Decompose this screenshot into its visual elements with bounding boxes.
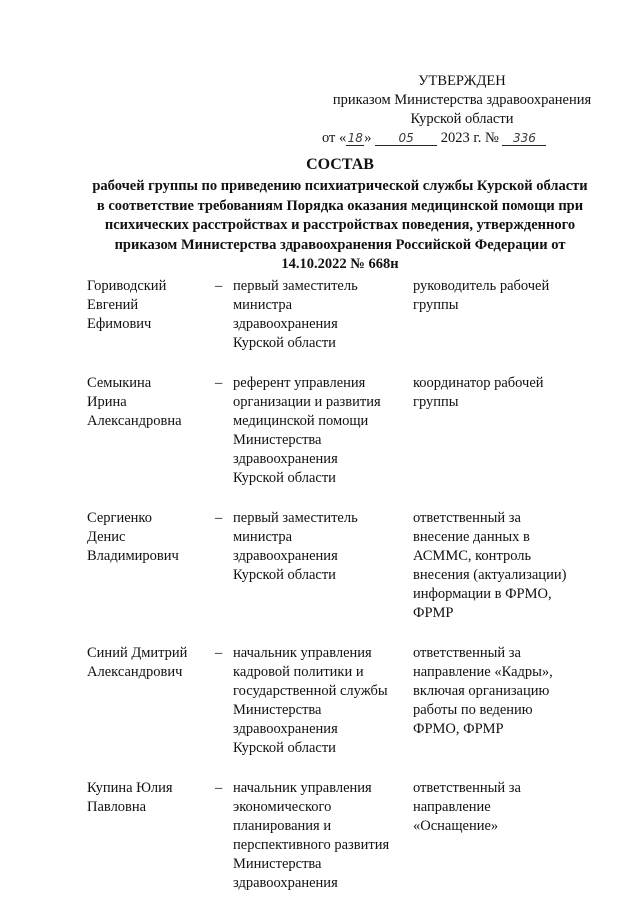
member-position-line: министра (233, 529, 293, 545)
member-position-line: референт управления (233, 375, 366, 391)
member-position-line: Курской области (233, 740, 336, 756)
member-role-line: внесение данных в (413, 529, 530, 545)
member-position-line: министра (233, 297, 293, 313)
member-position-line: Министерства (233, 856, 322, 872)
member-position-line: здравоохранения (233, 316, 338, 332)
handwritten-day: 18 (347, 131, 363, 145)
member-position-line: перспективного развития (233, 837, 390, 853)
member-position-line: Министерства (233, 432, 322, 448)
date-mid: » (364, 130, 372, 146)
members-list (87, 277, 597, 914)
member-position-line: Курской области (233, 567, 336, 583)
member-role-line: «Оснащение» (413, 818, 499, 834)
member-position (233, 509, 413, 623)
member-dash: – (215, 510, 223, 526)
member-position (233, 779, 413, 893)
member-name-line: Павловна (87, 799, 147, 815)
member-role-line: ответственный за (413, 510, 521, 526)
member-position-line: первый заместитель (233, 278, 358, 294)
member-dash: – (215, 645, 223, 661)
handwritten-month: 05 (375, 131, 437, 146)
member-position-line: кадровой политики и (233, 664, 364, 680)
handwritten-order-number: 336 (502, 131, 546, 146)
member-role-line: руководитель рабочей (413, 278, 550, 294)
member-position-line: начальник управления (233, 645, 372, 661)
member-role (413, 509, 597, 623)
member-position-line: здравоохранения (233, 451, 338, 467)
member-position-line: Курской области (233, 470, 336, 486)
member-position (233, 374, 413, 488)
member-name-line: Ефимович (87, 316, 152, 332)
member-row (87, 374, 597, 488)
member-name-line: Евгений (87, 297, 139, 313)
member-role-line: ответственный за (413, 645, 521, 661)
member-name-line: Денис (87, 529, 126, 545)
document-heading (90, 155, 590, 275)
member-name (87, 779, 215, 893)
member-dash: – (215, 278, 223, 294)
date-year: 2023 г. № (440, 130, 499, 146)
member-row (87, 644, 597, 758)
member-role-line: внесения (актуализации) (413, 567, 567, 583)
member-name (87, 277, 215, 353)
member-dash: – (215, 780, 223, 796)
approval-region-line: Курской области (410, 111, 514, 127)
member-position-line: государственной службы (233, 683, 388, 699)
approval-block (312, 72, 612, 148)
approval-date-line (312, 129, 612, 148)
member-position-line: экономического (233, 799, 332, 815)
member-role (413, 374, 597, 488)
member-position (233, 644, 413, 758)
member-name (87, 374, 215, 488)
member-role-line: группы (413, 394, 459, 410)
member-role-line: направление (413, 799, 491, 815)
member-position-line: начальник управления (233, 780, 372, 796)
member-role-line: группы (413, 297, 459, 313)
member-role (413, 277, 597, 353)
member-row (87, 277, 597, 353)
member-dash: – (215, 375, 223, 391)
member-name (87, 644, 215, 758)
member-position (233, 277, 413, 353)
member-position-line: здравоохранения (233, 721, 338, 737)
member-name-line: Синий Дмитрий (87, 645, 188, 661)
member-role-line: ФРМО, ФРМР (413, 721, 504, 737)
member-name-line: Ирина (87, 394, 127, 410)
member-row (87, 779, 597, 893)
member-name-line: Александрович (87, 664, 183, 680)
member-role (413, 644, 597, 758)
member-role-line: ФРМР (413, 605, 454, 621)
member-position-line: организации и развития (233, 394, 381, 410)
member-position-line: планирования и (233, 818, 332, 834)
member-position-line: Курской области (233, 335, 336, 351)
member-position-line: здравоохранения (233, 548, 338, 564)
member-name-line: Гориводский (87, 278, 167, 294)
date-prefix: от « (322, 130, 347, 146)
member-role-line: направление «Кадры», (413, 664, 553, 680)
member-role-line: информации в ФРМО, (413, 586, 552, 602)
document-title: СОСТАВ (306, 156, 374, 173)
member-role-line: работы по ведению (413, 702, 533, 718)
approval-order-line: приказом Министерства здравоохранения (332, 92, 592, 108)
member-name-line: Сергиенко (87, 510, 152, 526)
member-row (87, 509, 597, 623)
member-name (87, 509, 215, 623)
member-name-line: Владимирович (87, 548, 179, 564)
document-subtitle: рабочей группы по приведению психиатрической службы Курской области в соответствие требованиям Порядка оказания медицинской помощи при психических расстройствах и расстройствах поведения, утвержденного приказом Министерства здравоохранения Российской Федерации от 14.10.2022 № 668н (92, 178, 588, 272)
member-name-line: Александровна (87, 413, 182, 429)
member-role-line: ответственный за (413, 780, 521, 796)
member-name-line: Семыкина (87, 375, 152, 391)
member-name-line: Купина Юлия (87, 780, 173, 796)
member-role-line: координатор рабочей (413, 375, 544, 391)
member-role (413, 779, 597, 893)
member-role-line: включая организацию (413, 683, 550, 699)
member-position-line: здравоохранения (233, 875, 338, 891)
member-position-line: медицинской помощи (233, 413, 369, 429)
member-position-line: первый заместитель (233, 510, 358, 526)
member-role-line: АСММС, контроль (413, 548, 532, 564)
member-position-line: Министерства (233, 702, 322, 718)
approval-heading: УТВЕРЖДЕН (418, 73, 506, 89)
